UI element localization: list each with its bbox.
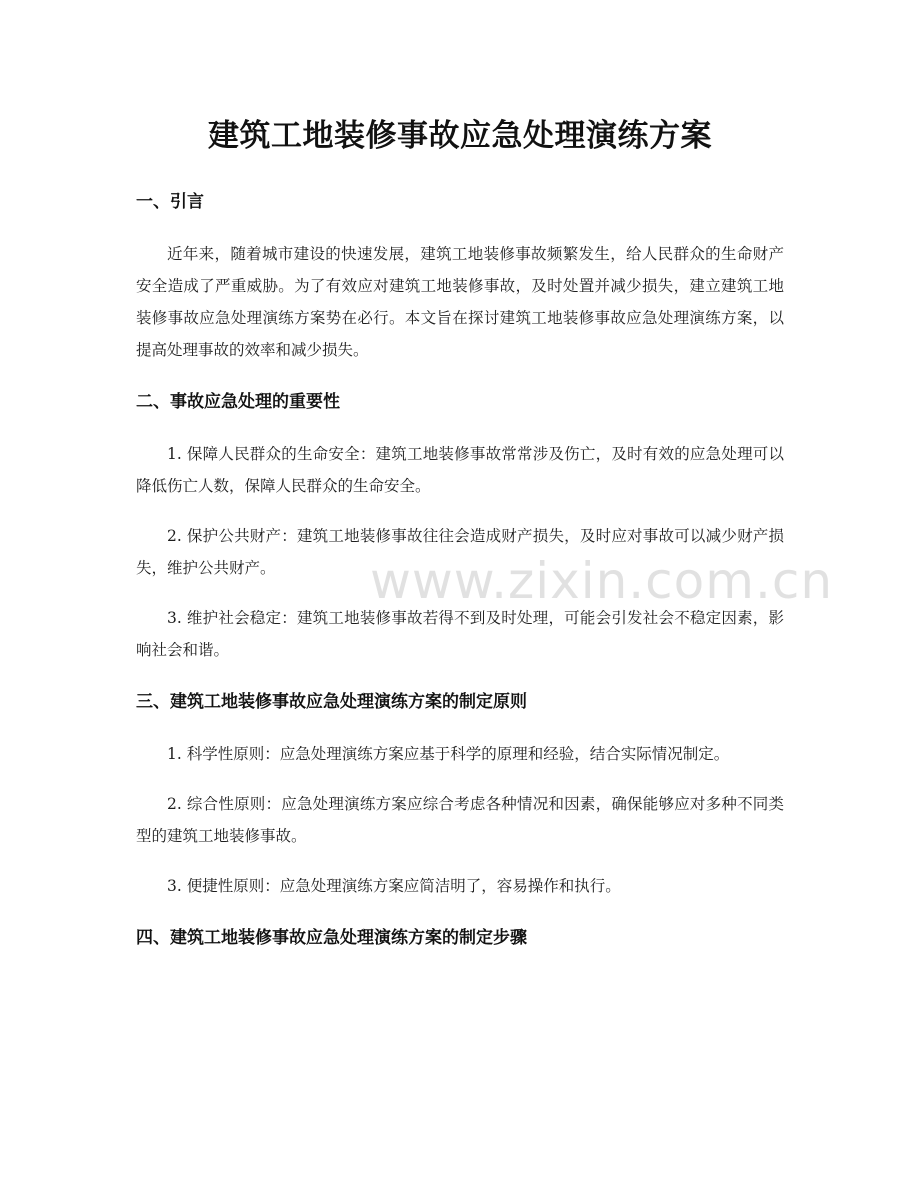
- paragraph-principle-1: 1. 科学性原则：应急处理演练方案应基于科学的原理和经验，结合实际情况制定。: [167, 745, 730, 763]
- document-body: [136, 186, 784, 954]
- section-heading-introduction: 一、引言: [136, 192, 204, 212]
- paragraph-importance-1: 1. 保障人民群众的生命安全：建筑工地装修事故常常涉及伤亡，及时有效的应急处理可以降低伤亡人数，保障人民群众的生命安全。: [136, 445, 784, 495]
- document-title: 建筑工地装修事故应急处理演练方案: [208, 118, 712, 154]
- watermark-text: www.zixin.com.cn: [370, 552, 834, 610]
- paragraph-importance-3: 3. 维护社会稳定：建筑工地装修事故若得不到及时处理，可能会引发社会不稳定因素，影响社会和谐。: [136, 609, 784, 659]
- paragraph-principle-2: 2. 综合性原则：应急处理演练方案应综合考虑各种情况和因素，确保能够应对多种不同类型的建筑工地装修事故。: [136, 795, 784, 845]
- section-heading-principles: 三、建筑工地装修事故应急处理演练方案的制定原则: [136, 692, 527, 712]
- paragraph-introduction: 近年来，随着城市建设的快速发展，建筑工地装修事故频繁发生，给人民群众的生命财产安全造成了严重威胁。为了有效应对建筑工地装修事故，及时处置并减少损失，建立建筑工地装修事故应急处理演练方案势在必行。本文旨在探讨建筑工地装修事故应急处理演练方案，以提高处理事故的效率和减少损失。: [136, 245, 784, 359]
- paragraph-principle-3: 3. 便捷性原则：应急处理演练方案应简洁明了，容易操作和执行。: [167, 877, 621, 895]
- section-heading-steps: 四、建筑工地装修事故应急处理演练方案的制定步骤: [136, 928, 527, 948]
- section-heading-importance: 二、事故应急处理的重要性: [136, 392, 340, 412]
- paragraph-importance-2: 2. 保护公共财产：建筑工地装修事故往往会造成财产损失，及时应对事故可以减少财产损失，维护公共财产。: [136, 527, 784, 577]
